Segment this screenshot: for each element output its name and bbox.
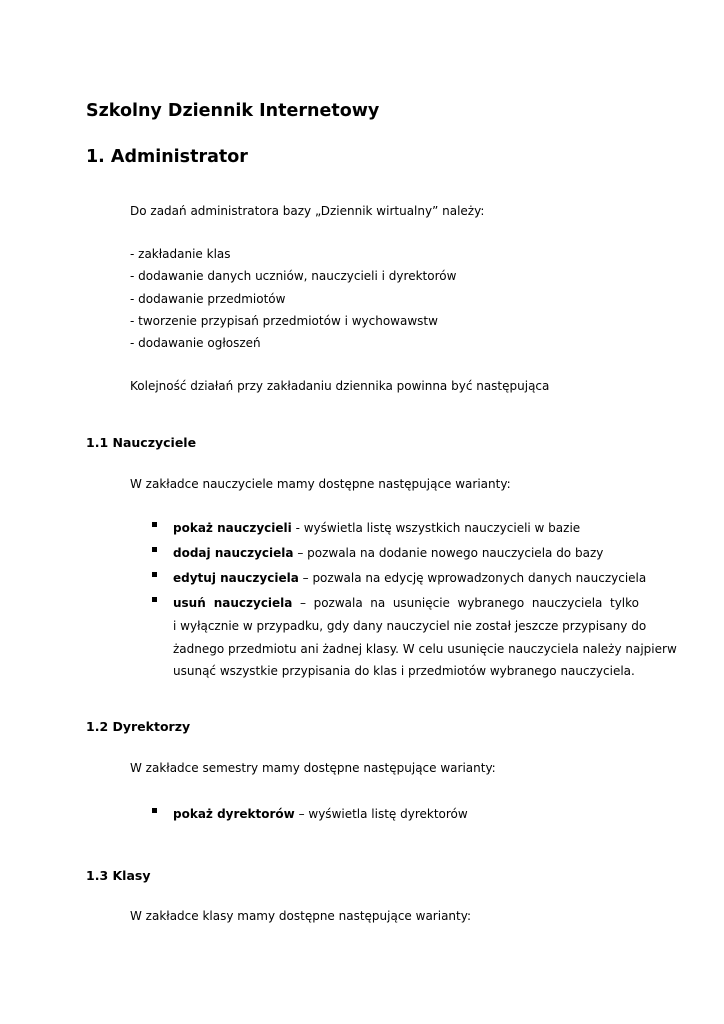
teachers-intro: W zakładce nauczyciele mamy dostępne następujące warianty: <box>130 477 511 491</box>
list-item <box>173 546 603 560</box>
section-heading-classes: 1.3 Klasy <box>86 868 151 883</box>
list-item <box>173 596 639 610</box>
option-term: edytuj nauczyciela <box>173 571 299 585</box>
option-term: usuń nauczyciela <box>173 596 293 610</box>
admin-task: - dodawanie ogłoszeń <box>130 336 261 350</box>
admin-task: - tworzenie przypisań przedmiotów i wychowawstw <box>130 314 438 328</box>
classes-intro: W zakładce klasy mamy dostępne następujące warianty: <box>130 909 472 923</box>
option-description: – pozwala na usunięcie wybranego nauczyciela tylko <box>300 596 639 610</box>
option-description: – wyświetla listę dyrektorów <box>294 807 468 821</box>
section-heading-directors: 1.2 Dyrektorzy <box>86 719 191 734</box>
list-item <box>173 521 580 535</box>
option-description-line: żadnego przedmiotu ani żadnej klasy. W celu usunięcie nauczyciela należy najpierw <box>173 642 677 656</box>
option-description-line: i wyłącznie w przypadku, gdy dany nauczyciel nie został jeszcze przypisany do <box>173 619 647 633</box>
admin-task: - dodawanie przedmiotów <box>130 292 286 306</box>
order-note: Kolejność działań przy zakładaniu dziennika powinna być następująca <box>130 379 550 393</box>
section-heading-teachers: 1.1 Nauczyciele <box>86 435 197 450</box>
option-description-line: usunąć wszystkie przypisania do klas i przedmiotów wybranego nauczyciela. <box>173 664 635 678</box>
list-item <box>173 571 646 585</box>
option-description: – pozwala na edycję wprowadzonych danych nauczyciela <box>298 571 647 585</box>
bullet-icon <box>152 547 157 552</box>
option-description: – pozwala na dodanie nowego nauczyciela do bazy <box>293 546 604 560</box>
bullet-icon <box>152 572 157 577</box>
list-item <box>173 807 468 821</box>
admin-intro: Do zadań administratora bazy „Dziennik wirtualny” należy: <box>130 204 485 218</box>
option-description: - wyświetla listę wszystkich nauczycieli w bazie <box>291 521 581 535</box>
bullet-icon <box>152 597 157 602</box>
bullet-icon <box>152 808 157 813</box>
option-term: pokaż nauczycieli <box>173 521 292 535</box>
option-term: dodaj nauczyciela <box>173 546 294 560</box>
option-term: pokaż dyrektorów <box>173 807 295 821</box>
directors-intro: W zakładce semestry mamy dostępne następujące warianty: <box>130 761 496 775</box>
admin-task: - zakładanie klas <box>130 247 231 261</box>
admin-task: - dodawanie danych uczniów, nauczycieli i dyrektorów <box>130 269 457 283</box>
bullet-icon <box>152 522 157 527</box>
section-heading-administrator: 1. Administrator <box>86 147 248 167</box>
document-title: Szkolny Dziennik Internetowy <box>86 101 380 121</box>
